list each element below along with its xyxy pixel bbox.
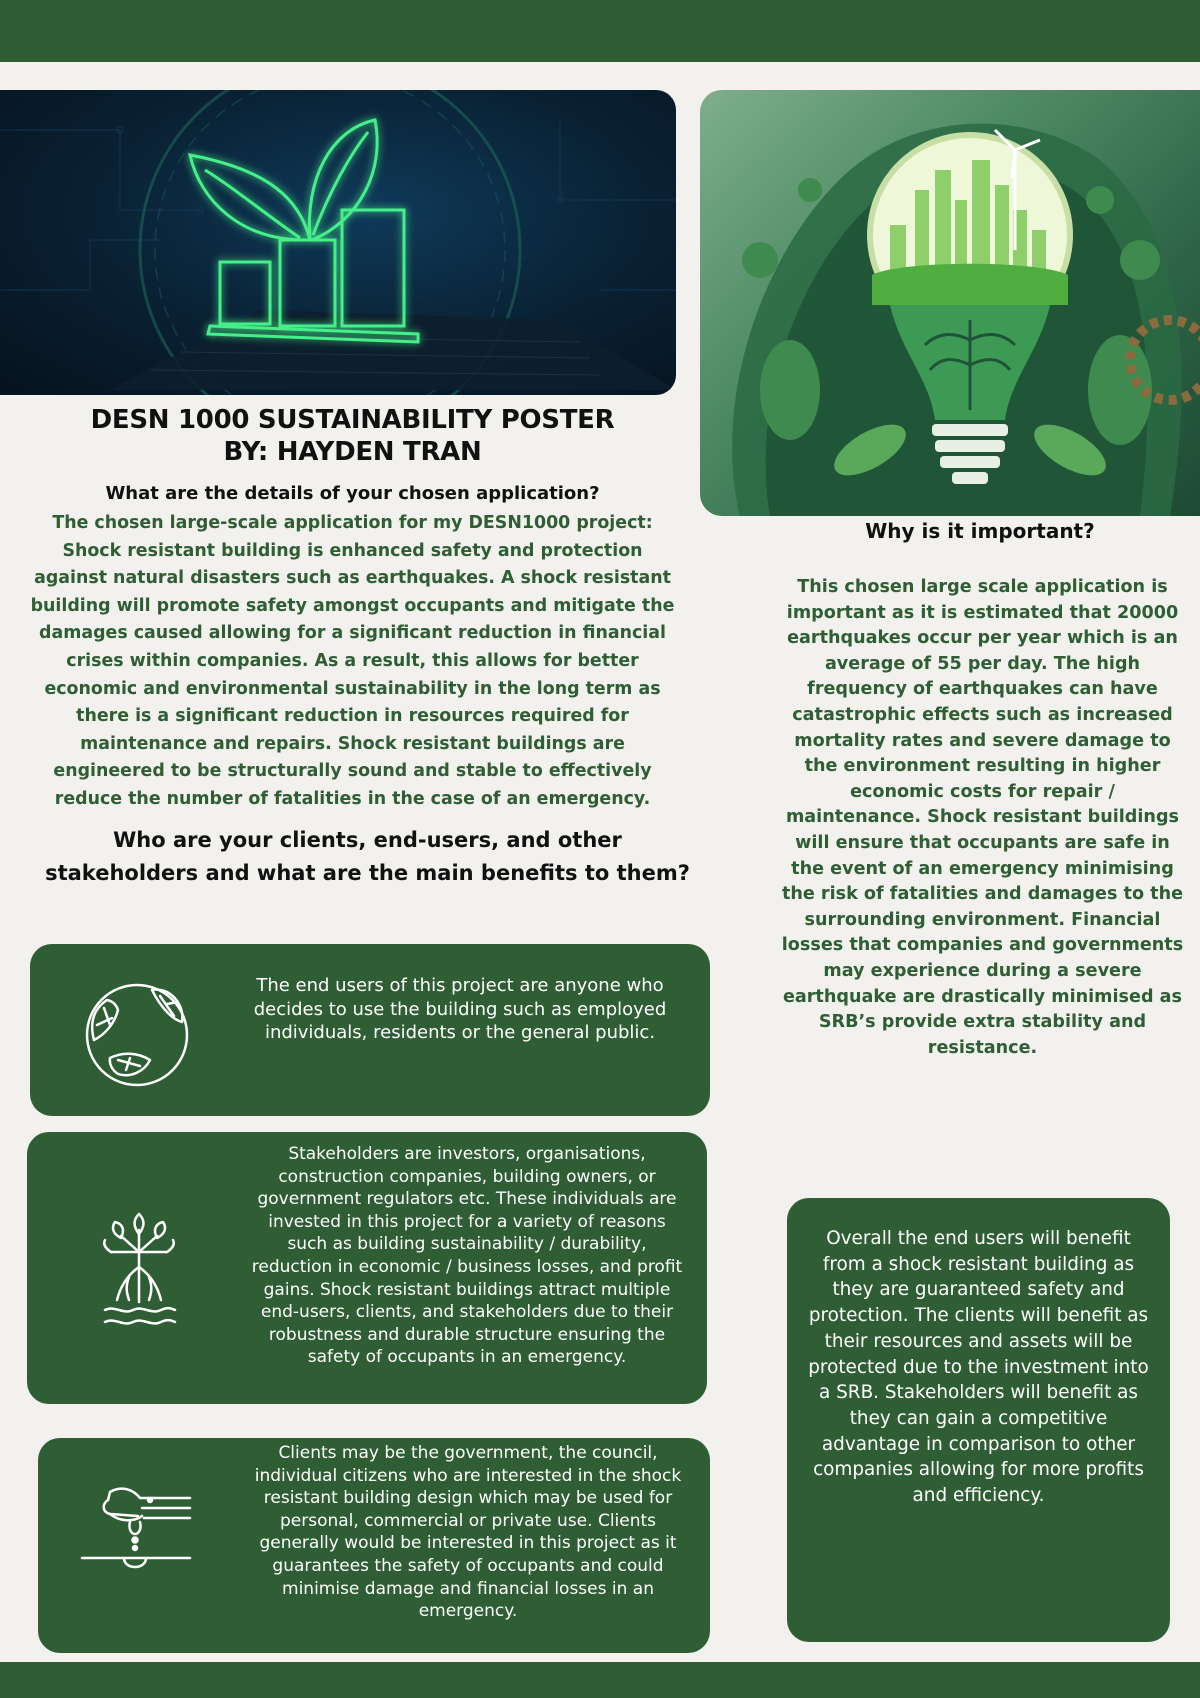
clients-card <box>38 1438 710 1653</box>
globe-hands-icon <box>82 980 192 1090</box>
details-question: What are the details of your chosen application? <box>105 483 600 504</box>
overall-benefits-card <box>787 1198 1170 1642</box>
importance-answer: This chosen large scale application is important as it is estimated that 20000 earthquakes occur per year which is an average of 55 per day. The high frequency of earthquakes can have catastrophic effects such as increased mortality rates and severe damage to the environment resulting in higher economic costs for repair / maintenance. Shock resistant buildings will ensure that occupants are safe in the event of an emergency minimising the risk of fatalities and damages to the surrounding environment. Financial losses that companies and governments may experience during a severe earthquake are drastically minimised as SRB’s provide extra stability and resistance. <box>781 577 1184 1058</box>
end-users-text: The end users of this project are anyone who decides to use the building such as employed individuals, residents or the general public. <box>253 975 667 1043</box>
poster-title <box>30 404 675 468</box>
eco-lightbulb-illustration <box>700 90 1200 516</box>
importance-question: Why is it important? <box>865 519 1095 543</box>
top-banner <box>0 0 1200 62</box>
hand-watering-icon <box>80 1476 192 1576</box>
stakeholders-card <box>27 1132 707 1404</box>
bottom-banner <box>0 1662 1200 1698</box>
details-answer: The chosen large-scale application for my DESN1000 project: Shock resistant building is enhanced safety and protection against natural disasters such as earthquakes. A shock resistant building will promote safety amongst occupants and mitigate the damages caused allowing for a significant reduction in financial crises within companies. As a result, this allows for better economic and environmental sustainability in the long term as there is a significant reduction in resources required for maintenance and repairs. Shock resistant buildings are engineered to be structurally sound and stable to effectively reduce the number of fatalities in the case of an emergency. <box>30 513 675 809</box>
overall-benefits-text: Overall the end users will benefit from a shock resistant building as they are guaranteed safety and protection. The clients will benefit as their resources and assets will be protected due to the investment into a SRB. Stakeholders will benefit as they can gain a competitive advantage in comparison to other companies allowing for more profits and efficiency. <box>808 1228 1149 1507</box>
clients-text: Clients may be the government, the council, individual citizens who are interested in the shock resistant building design which may be used for personal, commercial or private use. Clients generally would be interested in this project as it guarantees the safety of occupants and could minimise damage and financial losses in an emergency. <box>254 1443 682 1622</box>
neon-plant-illustration <box>0 90 676 395</box>
stakeholders-question: Who are your clients, end-users, and other stakeholders and what are the main benefits to them? <box>45 828 690 885</box>
stakeholders-text: Stakeholders are investors, organisations, construction companies, building owners, or government regulators etc. These individuals are invested in this project for a variety of reasons such as building sustainability / durability, reduction in economic / business losses, and profit gains. Shock resistant buildings attract multiple end-users, clients, and stakeholders due to their robustness and durable structure ensuring the safety of occupants in an emergency. <box>251 1144 683 1368</box>
poster-title-line2: BY: HAYDEN TRAN <box>223 437 482 467</box>
poster-title-line1: DESN 1000 SUSTAINABILITY POSTER <box>90 405 615 435</box>
sprout-roots-icon <box>99 1212 179 1332</box>
end-users-card <box>30 944 710 1116</box>
